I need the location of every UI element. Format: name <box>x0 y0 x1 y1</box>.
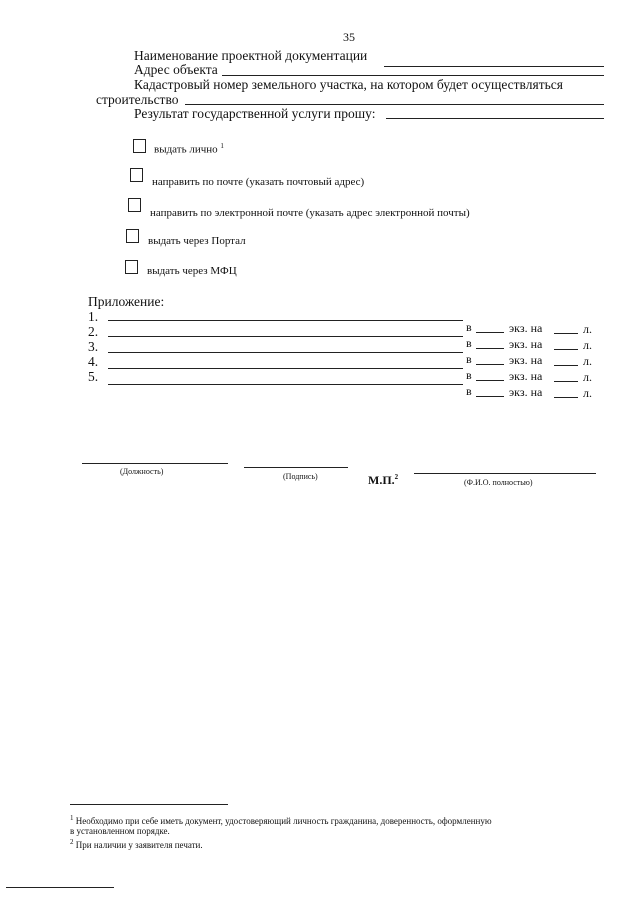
appendix-num-3: 3. <box>88 339 99 354</box>
project-doc-name-line <box>384 66 604 67</box>
cadastral-label-line1: Кадастровый номер земельного участка, на котором будет осуществляться <box>134 77 563 92</box>
appendix-sheets-line-5 <box>554 397 578 398</box>
position-line <box>82 463 228 464</box>
option-label-personal: выдать лично $^1$ <box>154 142 224 156</box>
option-checkbox-email[interactable] <box>128 198 141 212</box>
page-number: 35 <box>343 30 355 44</box>
option-label-mfc: выдать через МФЦ <box>147 265 237 277</box>
option-label-post: направить по почте (указать почтовый адрес) <box>152 176 365 188</box>
result-request-label: Результат государственной услуги прошу: <box>134 106 376 121</box>
appendix-copies-line-3 <box>476 364 504 365</box>
appendix-line-4 <box>108 368 463 369</box>
option-checkbox-personal[interactable] <box>133 139 146 153</box>
option-checkbox-mfc[interactable] <box>125 260 138 274</box>
signature-line <box>244 467 348 468</box>
appendix-sheets-5: л. <box>583 386 592 400</box>
appendix-in-3: в <box>466 352 472 366</box>
signature-label: (Подпись) <box>283 472 318 481</box>
stamp-label: М.П.$^2$ <box>368 473 399 487</box>
appendix-copies-line-2 <box>476 348 504 349</box>
appendix-num-4: 4. <box>88 354 99 369</box>
cadastral-line <box>185 104 604 105</box>
appendix-sheets-3: л. <box>583 354 592 368</box>
appendix-num-2: 2. <box>88 324 99 339</box>
appendix-num-5: 5. <box>88 369 99 384</box>
appendix-in-5: в <box>466 384 472 398</box>
footnote-separator <box>70 804 228 805</box>
appendix-in-4: в <box>466 368 472 382</box>
object-address-line <box>222 75 604 76</box>
appendix-sheets-line-4 <box>554 381 578 382</box>
appendix-num-1: 1. <box>88 309 99 324</box>
appendix-sheets-1: л. <box>583 322 592 336</box>
result-request-line <box>386 118 604 119</box>
appendix-copies-3: экз. на <box>509 353 543 367</box>
bottom-rule <box>6 887 114 888</box>
appendix-copies-line-4 <box>476 380 504 381</box>
position-label: (Должность) <box>120 467 164 476</box>
cadastral-label-line2: строительство <box>96 92 179 107</box>
appendix-copies-2: экз. на <box>509 337 543 351</box>
appendix-line-5 <box>108 384 463 385</box>
appendix-in-1: в <box>466 320 472 334</box>
option-checkbox-post[interactable] <box>130 168 143 182</box>
appendix-in-2: в <box>466 336 472 350</box>
appendix-line-3 <box>108 352 463 353</box>
footnote-2: $^2$ При наличии у заявителя печати. <box>70 838 203 850</box>
appendix-sheets-line-2 <box>554 349 578 350</box>
appendix-sheets-line-1 <box>554 333 578 334</box>
appendix-copies-line-5 <box>476 396 504 397</box>
appendix-line-1 <box>108 320 463 321</box>
appendix-sheets-4: л. <box>583 370 592 384</box>
appendix-sheets-line-3 <box>554 365 578 366</box>
option-label-email: направить по электронной почте (указать адрес электронной почты) <box>150 207 470 219</box>
appendix-title: Приложение: <box>88 294 165 309</box>
fio-line <box>414 473 596 474</box>
option-checkbox-portal[interactable] <box>126 229 139 243</box>
object-address-label: Адрес объекта <box>134 62 218 77</box>
fio-label: (Ф.И.О. полностью) <box>464 478 533 487</box>
appendix-copies-4: экз. на <box>509 369 543 383</box>
option-label-portal: выдать через Портал <box>148 235 246 247</box>
appendix-copies-1: экз. на <box>509 321 543 335</box>
project-doc-name-label: Наименование проектной документации <box>134 48 368 63</box>
appendix-sheets-2: л. <box>583 338 592 352</box>
appendix-line-2 <box>108 336 463 337</box>
appendix-copies-5: экз. на <box>509 385 543 399</box>
footnote-1: $^1$ Необходимо при себе иметь документ, удостоверяющий личность гражданина, доверенность, оформленную <box>70 814 492 826</box>
footnote-1-cont: в установленном порядке. <box>70 826 170 836</box>
appendix-copies-line-1 <box>476 332 504 333</box>
